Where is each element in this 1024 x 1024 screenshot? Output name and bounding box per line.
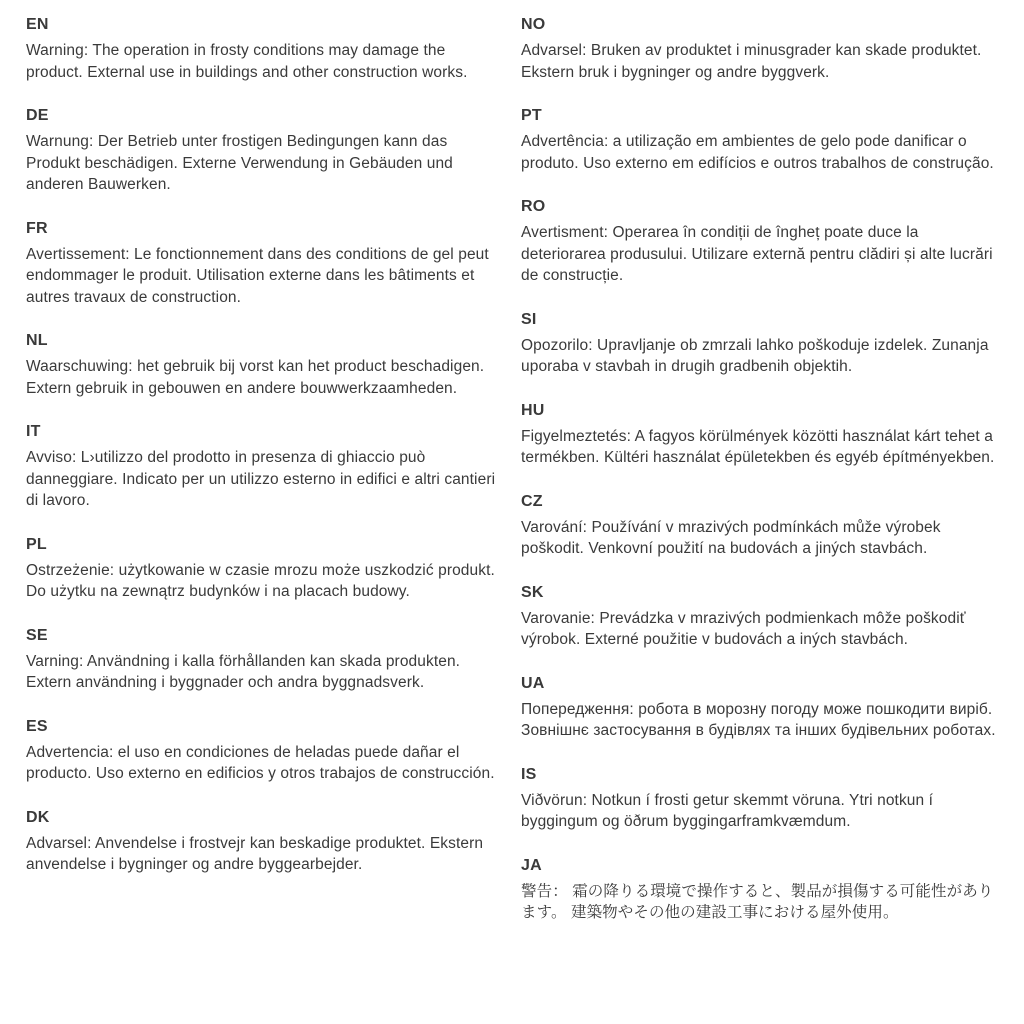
warning-text: Viðvörun: Notkun í frosti getur skemmt vöruna. Ytri notkun í byggingum og öðrum byggingarframkvæmdum.	[521, 791, 934, 830]
language-code: HU	[521, 401, 545, 419]
language-block	[26, 14, 503, 83]
language-code: IS	[521, 765, 537, 783]
language-block	[521, 582, 998, 651]
language-block	[521, 764, 998, 833]
language-code: UA	[521, 674, 545, 692]
language-block	[26, 534, 503, 603]
language-code: PT	[521, 107, 542, 124]
language-block	[521, 196, 998, 287]
language-code: SK	[521, 583, 544, 601]
warning-text: Warning: The operation in frosty conditions may damage the product. External use in buildings and other construction works.	[26, 42, 468, 81]
language-code: DE	[26, 107, 49, 124]
language-code: FR	[26, 219, 48, 237]
warning-text: Avertisment: Operarea în condiții de îngheț poate duce la deteriorarea produsului. Utilizare externă pentru clădiri și alte lucrări de construcție.	[521, 224, 993, 284]
warning-text: Avviso: L›utilizzo del prodotto in presenza di ghiaccio può danneggiare. Indicato per un utilizzo esterno in edifici e altri cantieri di lavoro.	[26, 449, 496, 509]
language-block	[26, 421, 503, 512]
language-block	[521, 400, 998, 469]
warning-text: Varovanie: Prevádzka v mrazivých podmienkach môže poškodiť výrobok. Externé použitie v budovách a iných stavbách.	[521, 609, 966, 648]
language-block	[521, 673, 998, 742]
language-code: SE	[26, 626, 48, 644]
language-code: IT	[26, 423, 41, 440]
language-code: ES	[26, 717, 48, 735]
warning-text: Advertência: a utilização em ambientes de gelo pode danificar o produto. Uso externo em edifícios e outros trabalhos de construção.	[521, 133, 994, 172]
warning-text: Opozorilo: Upravljanje ob zmrzali lahko poškoduje izdelek. Zunanja uporaba v stavbah in drugih gradbenih objektih.	[521, 336, 989, 375]
warning-text: Figyelmeztetés: A fagyos körülmények közötti használat kárt tehet a termékben. Kültéri használat épületekben és egyéb építményekben.	[521, 427, 995, 466]
language-block	[26, 716, 503, 785]
language-code: EN	[26, 16, 49, 33]
language-block	[521, 105, 998, 174]
warning-text: Попередження: робота в морозну погоду може пошкодити виріб. Зовнішнє застосування в будівлях та інших будівельних роботах.	[521, 700, 996, 739]
left-column	[26, 14, 503, 946]
warning-text: Waarschuwing: het gebruik bij vorst kan het product beschadigen. Extern gebruik in gebouwen en andere bouwwerkzaamheden.	[26, 358, 485, 397]
language-block	[26, 330, 503, 399]
language-code: SI	[521, 310, 537, 328]
warning-text: Avertissement: Le fonctionnement dans des conditions de gel peut endommager le produit. Utilisation externe dans les bâtiments et autres travaux de construction.	[26, 245, 489, 306]
right-column	[521, 14, 998, 946]
language-code: DK	[26, 808, 50, 826]
language-block	[26, 105, 503, 196]
language-code: NO	[521, 16, 546, 33]
language-code: JA	[521, 856, 542, 874]
language-block	[521, 491, 998, 560]
language-code: RO	[521, 198, 546, 215]
warning-text: Varování: Používání v mrazivých podmínkách může výrobek poškodit. Venkovní použití na budovách a jiných stavbách.	[521, 518, 941, 557]
warning-text: Advarsel: Anvendelse i frostvejr kan beskadige produktet. Ekstern anvendelse i bygninger og andre byggearbejder.	[26, 834, 484, 873]
warning-text: Ostrzeżenie: użytkowanie w czasie mrozu może uszkodzić produkt. Do użytku na zewnątrz budynków i na placach budowy.	[26, 561, 495, 600]
language-block	[521, 14, 998, 83]
warning-text: Warnung: Der Betrieb unter frostigen Bedingungen kann das Produkt beschädigen. Externe Verwendung in Gebäuden und anderen Bauwerken.	[26, 133, 453, 193]
language-code: PL	[26, 535, 47, 553]
language-block	[26, 218, 503, 309]
warning-text: Advertencia: el uso en condiciones de heladas puede dañar el producto. Uso externo en edificios y otros trabajos de construcción.	[26, 743, 495, 782]
language-block	[521, 309, 998, 378]
warning-text: Varning: Användning i kalla förhållanden kan skada produkten. Extern användning i byggnader och andra byggnadsverk.	[26, 652, 461, 691]
language-block	[26, 625, 503, 694]
warning-text: Advarsel: Bruken av produktet i minusgrader kan skade produktet. Ekstern bruk i bygninger og andre byggverk.	[521, 42, 982, 81]
warning-text: 警告： 霜の降りる環境で操作すると、製品が損傷する可能性があります。 建築物やその他の建設工事における屋外使用。	[521, 882, 994, 921]
language-block	[521, 855, 998, 924]
language-block	[26, 807, 503, 876]
language-code: CZ	[521, 492, 543, 510]
language-code: NL	[26, 332, 48, 349]
